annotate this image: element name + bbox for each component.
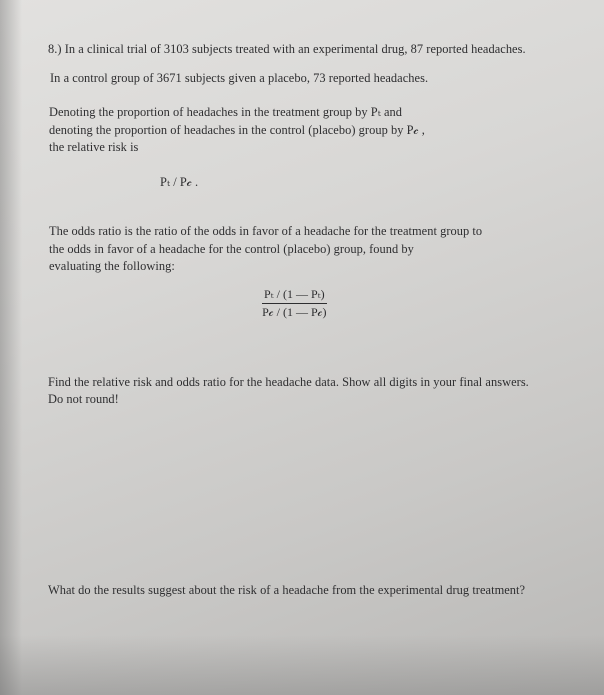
definition-line-2: denoting the proportion of headaches in the control (placebo) group by P𝒸 , — [49, 123, 425, 137]
definition-line-3: the relative risk is — [49, 140, 139, 154]
odds-ratio-formula — [262, 287, 327, 320]
control-group-line: In a control group of 3671 subjects given a placebo, 73 reported headaches. — [50, 71, 429, 85]
odds-ratio-line-3: evaluating the following: — [49, 259, 175, 273]
odds-ratio-line-1: The odds ratio is the ratio of the odds in favor of a headache for the treatment group to — [49, 224, 483, 238]
instruction-line-1: Find the relative risk and odds ratio for the headache data. Show all digits in your final answers. — [48, 375, 529, 389]
odds-ratio-denominator: P𝒸 / (1 — P𝒸) — [262, 305, 327, 319]
definition-line-1: Denoting the proportion of headaches in the treatment group by Pₜ and — [49, 105, 403, 119]
odds-ratio-numerator: Pₜ / (1 — Pₜ) — [262, 287, 327, 304]
page-shadow-left — [0, 0, 22, 695]
relative-risk-formula: Pₜ / P𝒸 . — [160, 175, 199, 189]
final-question-line: What do the results suggest about the risk of a headache from the experimental drug treatment? — [48, 583, 526, 597]
question-intro-line: 8.) In a clinical trial of 3103 subjects treated with an experimental drug, 87 reported headaches. — [48, 42, 526, 56]
page-shadow-bottom — [0, 635, 604, 695]
instruction-line-2: Do not round! — [48, 392, 119, 406]
odds-ratio-line-2: the odds in favor of a headache for the control (placebo) group, found by — [49, 242, 414, 256]
